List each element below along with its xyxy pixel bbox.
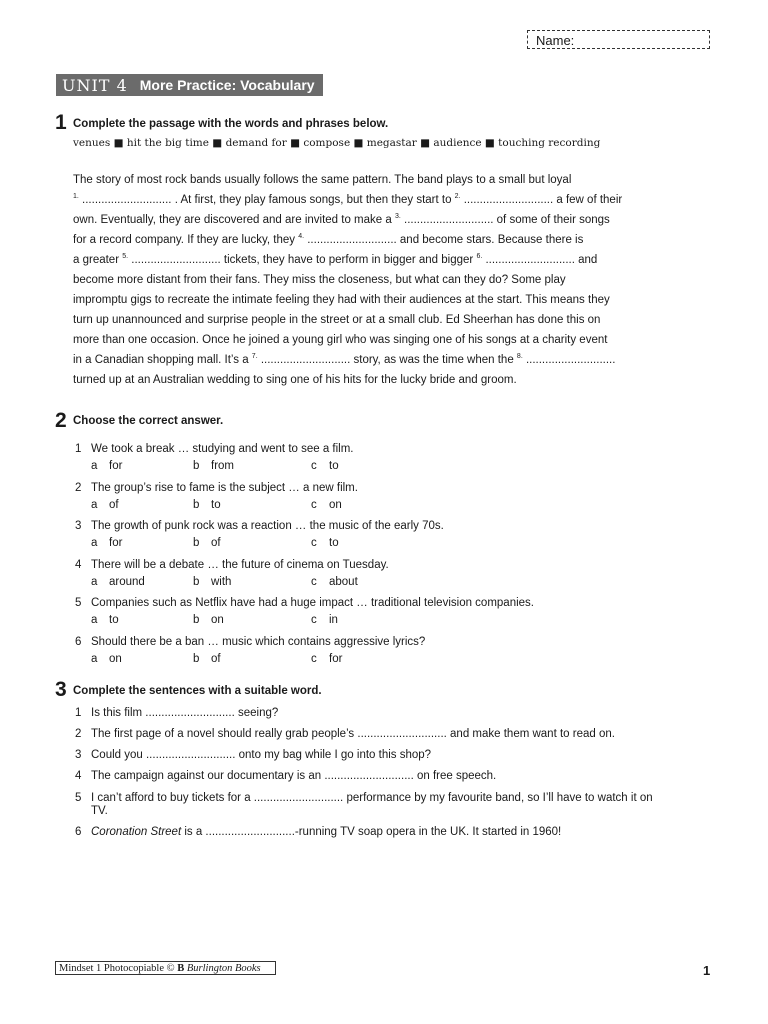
option-value: from [211, 460, 234, 472]
passage-text: ............................ tickets, they have to perform in bigger and bigger [128, 254, 477, 266]
passage-line [73, 310, 653, 330]
option-letter: a [91, 460, 98, 472]
option-letter: b [193, 653, 200, 665]
question-text: Should there be a ban … music which contains aggressive lyrics? [91, 636, 426, 648]
show-title: Coronation Street [91, 826, 182, 838]
passage-text: impromptu gigs to recreate the intimate feeling they had with their audiences at the start. This means they [73, 294, 610, 306]
unit-header [56, 74, 323, 96]
option-value: in [329, 614, 338, 627]
section-1-number: 1 [55, 111, 67, 134]
option-value: with [211, 575, 232, 588]
question-number: 3 [75, 520, 82, 533]
passage-text: ............................ and become stars. Because there is [304, 234, 584, 246]
option-value: to [211, 498, 221, 511]
passage-line [73, 170, 653, 190]
passage [73, 170, 653, 390]
passage-line [73, 230, 653, 250]
option-letter: a [91, 614, 98, 627]
option-value: to [329, 460, 339, 472]
option-letter: a [91, 575, 98, 588]
passage-text: own. Eventually, they are discovered and are invited to make a [73, 214, 395, 226]
passage-text: more than one occasion. Once he joined a young girl who was singing one of his songs at a charity event [73, 334, 608, 346]
name-field[interactable] [527, 30, 710, 49]
gap-number: 5. [122, 253, 129, 260]
option-letter: b [193, 498, 200, 511]
gap-number: 4. [298, 233, 305, 240]
option-letter: b [193, 575, 200, 588]
option-letter: c [311, 498, 317, 511]
footer-brand: Burlington Books [186, 963, 261, 974]
passage-text: ............................ of some of their songs [400, 214, 610, 226]
passage-text: ............................ story, as was the time when the [257, 354, 517, 366]
question-number: 1 [75, 443, 82, 455]
passage-text: ............................ . At first, they play famous songs, but then they start to [78, 194, 455, 206]
passage-text: ............................ and [482, 254, 598, 266]
option-value: for [109, 537, 123, 550]
passage-text: a greater [73, 254, 123, 266]
question-text: The group’s rise to fame is the subject … a new film. [91, 481, 358, 494]
gap-number: 3. [394, 213, 401, 220]
sentence-body: The campaign against our documentary is an ............................ on free speech. [91, 770, 497, 782]
section-1-instruction: Complete the passage with the words and phrases below. [73, 118, 389, 130]
passage-text: in a Canadian shopping mall. It’s a [73, 354, 252, 366]
option-letter: a [91, 537, 98, 550]
option-value: to [329, 537, 339, 550]
gap-number: 2. [454, 193, 461, 200]
unit-number: UNIT 4 [62, 75, 128, 95]
sentence-text [91, 707, 278, 719]
sentence-body: Is this film ............................ seeing? [91, 707, 279, 719]
sentence-body: Could you ............................ onto my bag while I go into this shop? [91, 749, 432, 761]
page-number: 1 [703, 963, 711, 978]
passage-text: ............................ a few of their [460, 194, 623, 206]
option-letter: c [311, 537, 317, 550]
sentence-text [91, 749, 431, 761]
sentence-text [91, 770, 496, 782]
sentence-text [91, 792, 653, 804]
question-number: 4 [75, 558, 82, 571]
passage-line [73, 290, 653, 310]
sentence-continuation: TV. [91, 805, 108, 817]
burlington-logo-icon: B [177, 963, 185, 974]
option-letter: b [193, 614, 200, 627]
option-value: on [109, 653, 122, 665]
sentence-number: 5 [75, 792, 82, 804]
passage-line [73, 330, 653, 350]
option-letter: c [311, 614, 317, 627]
sentence-text [91, 728, 615, 740]
option-value: of [211, 653, 221, 665]
question-text: We took a break … studying and went to see a film. [91, 443, 354, 455]
option-letter: b [193, 537, 200, 550]
option-value: on [329, 498, 342, 511]
footer-copyright [55, 961, 276, 975]
option-value: of [211, 537, 221, 550]
sentence-text [91, 826, 561, 838]
unit-title: More Practice: Vocabulary [139, 77, 315, 93]
sentence-number: 6 [75, 826, 82, 838]
gap-number: 7. [251, 353, 258, 360]
question-text: The growth of punk rock was a reaction … the music of the early 70s. [91, 520, 444, 533]
passage-line [73, 370, 653, 390]
footer-prefix: Mindset 1 Photocopiable © [59, 963, 178, 974]
gap-number: 1. [73, 193, 79, 200]
option-value: of [109, 498, 119, 511]
passage-text: turned up at an Australian wedding to sing one of his hits for the lucky bride and groom. [73, 374, 517, 386]
question-number: 2 [75, 481, 82, 494]
section-2-number: 2 [55, 409, 67, 432]
option-value: about [329, 575, 358, 588]
passage-line [73, 190, 653, 210]
passage-text: The story of most rock bands usually follows the same pattern. The band plays to a small but loyal [73, 174, 572, 186]
passage-line [73, 250, 653, 270]
option-value: on [211, 614, 224, 627]
sentence-number: 1 [75, 707, 82, 719]
section-2-instruction: Choose the correct answer. [73, 415, 224, 427]
question-number: 6 [75, 636, 82, 648]
option-value: around [109, 575, 145, 588]
section-3-instruction: Complete the sentences with a suitable word. [73, 685, 322, 697]
passage-line [73, 210, 653, 230]
question-text: Companies such as Netflix have had a huge impact … traditional television companies. [91, 597, 534, 610]
sentence-number: 4 [75, 770, 82, 782]
gap-number: 6. [476, 253, 483, 260]
option-letter: c [311, 575, 317, 588]
passage-text: for a record company. If they are lucky, they [73, 234, 299, 246]
passage-line [73, 350, 653, 370]
sentence-number: 2 [75, 728, 82, 740]
option-value: for [109, 460, 123, 472]
option-letter: a [91, 653, 98, 665]
question-number: 5 [75, 597, 82, 610]
word-box: venues ■ hit the big time ■ demand for ■ compose ■ megastar ■ audience ■ touching recording [73, 137, 601, 149]
option-letter: b [193, 460, 200, 472]
gap-number: 8. [516, 353, 523, 360]
sentence-number: 3 [75, 749, 82, 761]
name-label: Name: [536, 33, 575, 48]
option-letter: a [91, 498, 98, 511]
sentence-body: is a ............................-running TV soap opera in the UK. It started in 1960! [181, 826, 562, 838]
passage-line [73, 270, 653, 290]
question-text: There will be a debate … the future of cinema on Tuesday. [91, 558, 389, 571]
sentence-body: I can’t afford to buy tickets for a ............................ performance by my favourite band, so I’ll have to watch it on [91, 792, 653, 804]
passage-text: ............................ [522, 354, 616, 366]
option-value: to [109, 614, 119, 627]
option-letter: c [311, 460, 317, 472]
option-value: for [329, 653, 343, 665]
sentence-body: The first page of a novel should really grab people’s ............................ and make them want to read on. [91, 728, 615, 740]
section-3-number: 3 [55, 678, 67, 701]
passage-text: turn up unannounced and surprise people in the street or at a small club. Ed Sheerhan has done this on [73, 314, 601, 326]
passage-text: become more distant from their fans. They miss the closeness, but what can they do? Some play [73, 274, 566, 286]
option-letter: c [311, 653, 317, 665]
